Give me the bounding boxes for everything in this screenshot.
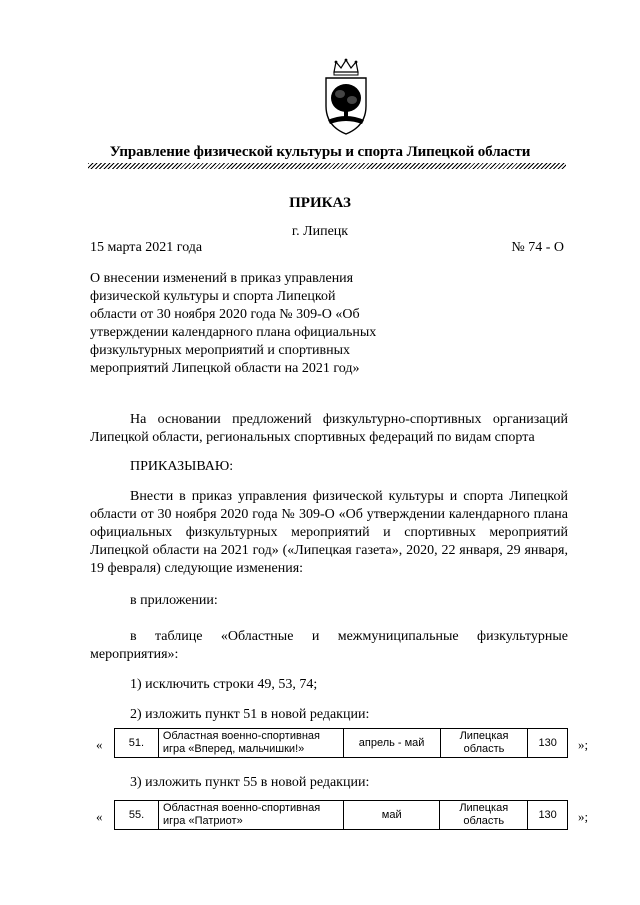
item-3: 3) изложить пункт 55 в новой редакции: <box>130 775 370 790</box>
appendix-paragraph: в приложении: <box>130 593 218 608</box>
row-close-quote: »; <box>578 737 589 752</box>
row-table <box>114 728 568 758</box>
item-1: 1) исключить строки 49, 53, 74; <box>130 677 318 692</box>
row-count: 130 <box>528 801 568 830</box>
document-number: № 74 - О <box>511 240 564 255</box>
row-period: апрель - май <box>343 729 440 758</box>
basis-paragraph: На основании предложений физкультурно-спортивных организаций Липецкой области, региональных спортивных федераций по видам спорта <box>90 412 568 445</box>
row-open-quote: « <box>96 737 103 752</box>
row-number: 55. <box>115 801 159 830</box>
row-place: Липецкая область <box>440 801 528 830</box>
item-2: 2) изложить пункт 51 в новой редакции: <box>130 707 370 722</box>
coat-of-arms-icon <box>318 58 374 138</box>
organization-name: Управление физической культуры и спорта Липецкой области <box>109 144 531 160</box>
main-paragraph: Внести в приказ управления физической культуры и спорта Липецкой области от 30 ноября 2020 года № 309-О «Об утверждении календарного плана официальных физкультурных мероприятий и спортивных мероприятий Липецкой области на 2021 год» («Липецкая газета», 2020, 22 января, 29 января, 19 февраля) следующие изменения: <box>90 489 568 576</box>
table-reference-paragraph: в таблице «Областные и межмуниципальные физкультурные мероприятия»: <box>90 629 568 662</box>
table-row <box>90 800 589 830</box>
order-word: ПРИКАЗЫВАЮ: <box>130 459 234 474</box>
document-type: ПРИКАЗ <box>289 195 351 211</box>
city: г. Липецк <box>291 224 349 239</box>
row-event-name: Областная военно-спортивная игра «Вперед, мальчишки!» <box>158 729 343 758</box>
row-number: 51. <box>115 729 159 758</box>
table-row <box>90 728 589 758</box>
header-divider <box>88 163 566 169</box>
row-place: Липецкая область <box>440 729 528 758</box>
row-event-name: Областная военно-спортивная игра «Патриот» <box>159 801 344 830</box>
document-date: 15 марта 2021 года <box>90 240 203 255</box>
document-subject: О внесении изменений в приказ управления физической культуры и спорта Липецкой области от 30 ноября 2020 года № 309-О «Об утверждении календарного плана официальных физкультурных мероприятий и спортивных мероприятий Липецкой области на 2021 год» <box>90 271 377 376</box>
row-open-quote: « <box>96 809 103 824</box>
row-period: май <box>344 801 440 830</box>
row-count: 130 <box>528 729 568 758</box>
row-close-quote: »; <box>578 809 589 824</box>
row-table <box>114 800 568 830</box>
